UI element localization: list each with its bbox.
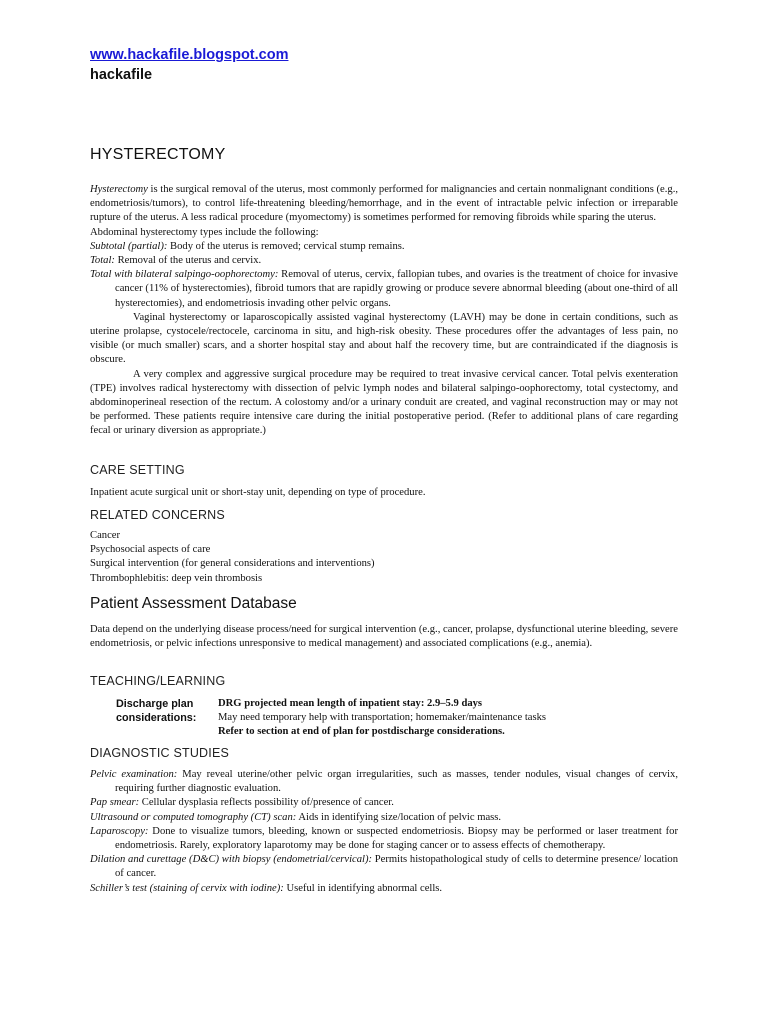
site-link[interactable]: www.hackafile.blogspot.com [90,47,289,63]
drg-line: DRG projected mean length of inpatient stay: 2.9–5.9 days [218,698,483,709]
diagnostic-text: Done to visualize tumors, bleeding, known or suspected endometriosis. Biopsy may be performed or laser treatment for endometriosis. Rarely, exploratory laparotomy may be done for staging cancer or to assess effects of chemotherapy. [115,825,678,852]
types-intro: Abdominal hysterectomy types include the following: [90,226,319,238]
diagnostic-text: Cellular dysplasia reflects possibility of/presence of cancer. [139,797,394,809]
type-term: Total with bilateral salpingo-oophorectomy: [90,269,279,281]
diagnostic-text: Permits histopathological study of cells to determine presence/ location of cancer. [115,854,678,880]
refer-line: Refer to section at end of plan for postdischarge considerations. [218,726,505,738]
diagnostic-text: Useful in identifying abnormal cells. [283,882,443,894]
type-term: Subtotal (partial): [90,240,168,252]
diagnostic-item [90,853,678,881]
type-text: Body of the uterus is removed; cervical stump remains. [167,240,405,252]
complex-paragraph: A very complex and aggressive surgical procedure may be required to treat invasive cervical cancer. Total pelvis exenteration (TPE) involves radical hysterectomy with dissection of pelvic lymph nodes and bilateral salpingo-oophorectomy, total cystectomy, and abdominoperineal resection of the rectum. A colostomy and/or a urinary conduit are created, and vaginal reconstruction may or may not be performed. These patients require intensive care during the initial postoperative period. (Refer to additional plans of care regarding fecal or urinary diversion as appropriate.) [90,368,678,437]
discharge-plan-label [116,697,196,725]
diagnostic-term: Ultrasound or computed tomography (CT) scan: [90,811,297,823]
list-item: Thrombophlebitis: deep vein thrombosis [90,572,263,584]
type-text: Removal of uterus, cervix, fallopian tubes, and ovaries is the treatment of choice for invasive cancer (11% of hysterectomies), fibroid tumors that are rapidly growing or produce severe abnormal bleeding (about one-third of all hysterectomies), and endometriosis invading other pelvic organs. [115,269,679,309]
intro-text: is the surgical removal of the uterus, most commonly performed for malignancies and certain nonmalignant conditions (e.g., endometriosis/tumors), to control life-threatening bleeding/hemorrhage, and in the event of intractable pelvic infection or irreparable rupture of the uterus. A less radical procedure (myomectomy) is sometimes performed for removing fibroids while sparing the uterus. [90,184,678,224]
diagnostic-item [90,796,678,810]
diagnostic-text: May reveal uterine/other pelvic organ irregularities, such as masses, tender nodules, visual changes of cervix, requiring further diagnostic evaluation. [115,769,678,795]
care-setting-heading: CARE SETTING [90,463,185,477]
list-item: Surgical intervention (for general considerations and interventions) [90,558,375,570]
related-concerns-list [90,529,678,586]
type-item [90,254,678,268]
intro-section [90,183,678,439]
care-setting-text: Inpatient acute surgical unit or short-stay unit, depending on type of procedure. [90,487,426,498]
discharge-plan-details [218,697,546,740]
type-item [90,240,678,254]
vaginal-paragraph: Vaginal hysterectomy or laparoscopically assisted vaginal hysterectomy (LAVH) may be done in certain conditions, such as uterine prolapse, cystocele/rectocele, carcinoma in situ, and high-risk obesity. These procedures offer the advantages of less pain, no visible (or much smaller) scars, and a shorter hospital stay and about half the recovery time, but are contraindicated if the diagnosis is obscure. [90,311,678,366]
assessment-text: Data depend on the underlying disease process/need for surgical intervention (e.g., cancer, prolapse, dysfunctional uterine bleeding, severe endometriosis, or pelvic infections unresponsive to medical management) and associated complications (e.g., anemia). [90,624,678,650]
page-title: HYSTERECTOMY [90,146,226,163]
type-text: Removal of the uterus and cervix. [114,255,262,267]
diagnostic-item [90,882,678,896]
intro-term: Hysterectomy [90,184,148,195]
diagnostic-item [90,825,678,853]
diagnostic-term: Pelvic examination: [90,769,178,780]
diagnostic-text: Aids in identifying size/location of pelvic mass. [296,811,502,823]
diagnostic-item [90,768,678,796]
diagnostic-term: Laparoscopy: [90,825,149,837]
type-item [90,268,678,311]
site-name: hackafile [90,67,153,83]
diagnostic-item [90,811,678,825]
intro-paragraph [90,183,678,226]
diagnostic-term: Dilation and curettage (D&C) with biopsy (endometrial/cervical): [90,854,373,866]
diagnostic-term: Pap smear: [90,797,140,809]
list-item: Psychosocial aspects of care [90,544,211,556]
related-concerns-heading: RELATED CONCERNS [90,508,225,522]
diagnostic-term: Schiller’s test (staining of cervix with iodine): [90,882,284,894]
assessment-heading: Patient Assessment Database [90,595,297,612]
teaching-heading: TEACHING/LEARNING [90,674,226,688]
diagnostic-heading: DIAGNOSTIC STUDIES [90,746,230,760]
diagnostic-list [90,768,678,896]
discharge-plan-label-line: considerations: [116,712,197,725]
discharge-plan-label-line: Discharge plan [116,698,194,710]
help-line: May need temporary help with transportation; homemaker/maintenance tasks [218,712,547,724]
list-item: Cancer [90,530,120,541]
type-term: Total: [90,255,115,267]
